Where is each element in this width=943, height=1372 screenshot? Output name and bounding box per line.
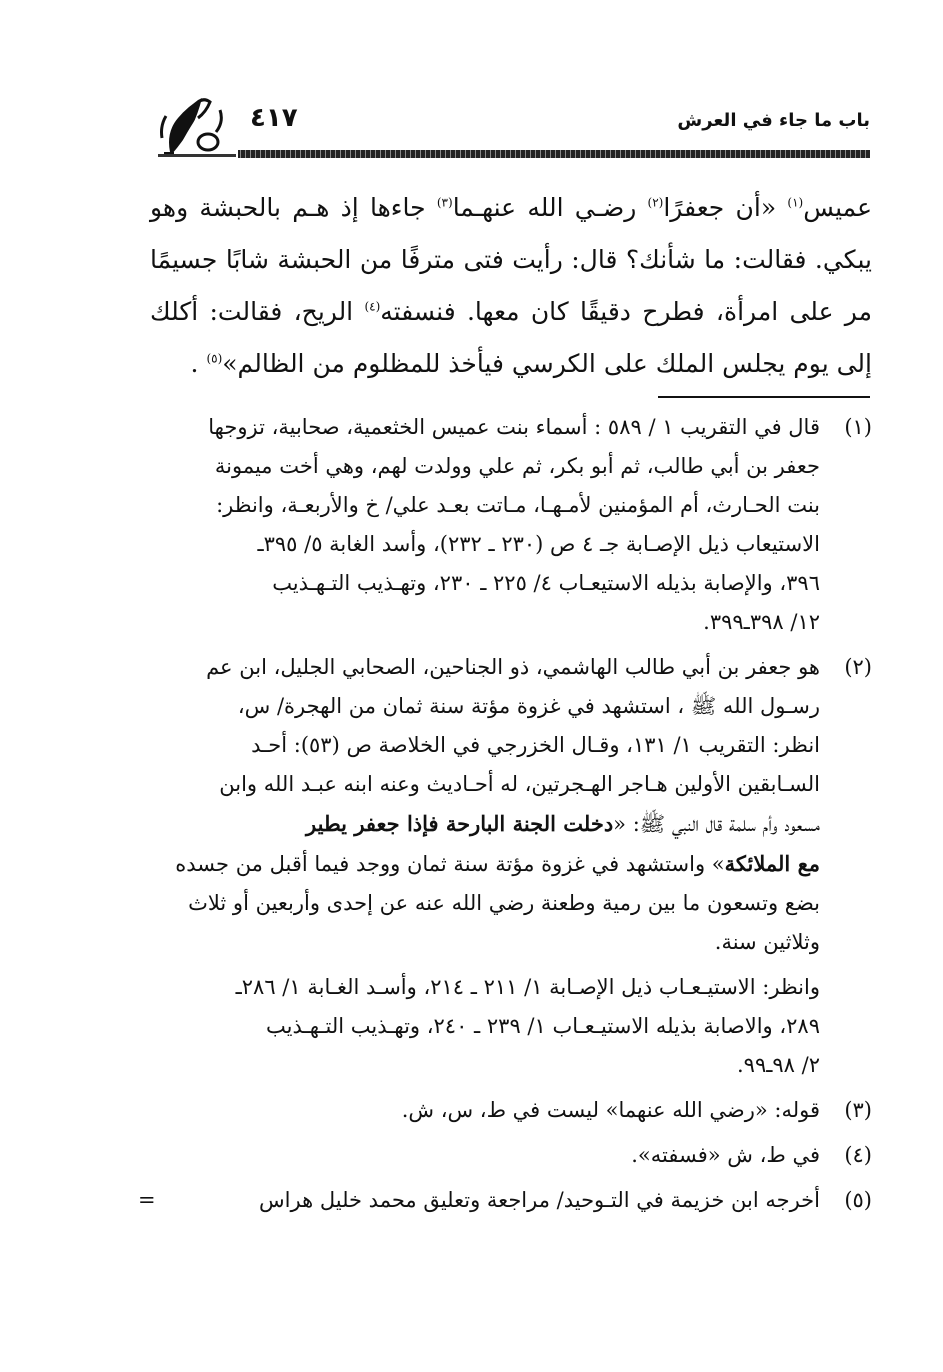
- footnote-ref: (٢): [647, 195, 664, 210]
- footnote-3: [140, 1091, 872, 1130]
- main-paragraph: [150, 182, 872, 390]
- page-header: [158, 88, 870, 168]
- footnote-line: [140, 844, 820, 884]
- footnote-number: (٢): [844, 655, 872, 679]
- footnote-line: ٣٩٦، والإصابة بذيله الاستيعـاب ٤/ ٢٢٥ ـ ٢٣٠، وتهـذيب التـهـذيب: [272, 571, 820, 595]
- footnote-line: وانظر: الاستيـعـاب ذيل الإصـابة ١/ ٢١١ ـ ٢١٤، وأسـد الغـابة ١/ ٢٨٦ـ: [235, 975, 820, 999]
- main-text: [150, 182, 872, 390]
- footnote-2: [140, 648, 872, 962]
- footnote-ref: (٤): [364, 299, 381, 314]
- header-rule-left: [158, 154, 236, 157]
- main-text-segment: رضـي الله عنهـما: [452, 193, 637, 222]
- footnote-number: (١): [844, 415, 872, 439]
- footnote-line: السـابقين الأولين هـاجر الهـجرتين، له أحـاديث وعنه ابنه عبـد الله وابن: [219, 772, 820, 796]
- continuation-mark: =: [138, 1188, 156, 1212]
- page-number: ٤١٧: [250, 103, 298, 133]
- footnote-line: جعفر بن أبي طالب، ثم أبو بكر، ثم علي وولدت لهم، وهي أخت ميمونة: [214, 454, 820, 478]
- footnote-number: (٣): [844, 1098, 872, 1122]
- header-rule: [238, 150, 870, 158]
- footnote-line: بنت الحـارث، أم المؤمنين لأمـهـا، مـاتت بعـد علي/ خ والأربعـة، وانظر:: [216, 493, 820, 517]
- main-text-segment: جاءها إذ هـم بالحبشة وهو يبكي. فقالت: ما شأنك؟ قال: رأيت فتى مترفًا من الحبشة شابًا جسيمًا مر على امرأة، فطرح دقيقًا كان معها. فنسفته: [150, 193, 872, 326]
- footnote-2-references: [140, 968, 872, 1085]
- footnote-line: ١٢/ ٣٩٨ـ٣٩٩.: [703, 610, 820, 634]
- footnote-line: ٢/ ٩٨ـ٩٩.: [736, 1053, 820, 1077]
- footnote-line: ٢٨٩، والاصابة بذيله الاستيـعـاب ١/ ٢٣٩ ـ ٢٤٠، وتهـذيب التـهـذيب: [266, 1014, 820, 1038]
- footnote-5: [140, 1181, 872, 1220]
- footnote-line-segment: مسعود وأم سلمة قال النبي ﷺ: «: [613, 812, 820, 836]
- footnote-number: (٤): [844, 1143, 872, 1167]
- footnote-line: وثلاثين سنة.: [714, 930, 820, 954]
- footnote-line-segment: » واستشهد في غزوة مؤتة سنة ثمان ووجد فيما أقبل من جسده: [175, 852, 725, 876]
- footnote-separator: [658, 396, 870, 398]
- main-text-segment: «أن جعفرًا: [663, 193, 777, 222]
- footnote-line: هو جعفر بن أبي طالب الهاشمي، ذو الجناحين، الصحابي الجليل، ابن عم: [206, 655, 820, 679]
- footnote-number: (٥): [844, 1188, 872, 1212]
- footnote-line: الاستيعاب ذيل الإصـابة جـ ٤ ص (٢٣٠ ـ ٢٣٢)، وأسد الغابة ٥/ ٣٩٥ـ: [257, 532, 820, 556]
- footnote-4: [140, 1136, 872, 1175]
- footnote-line: انظر: التقريب ١/ ١٣١، وقـال الخزرجي في الخلاصة ص (٥٣): أحـد: [251, 733, 820, 757]
- footnote-ref: (٣): [436, 195, 453, 210]
- hadith-quote-bold: مع الملائكة: [724, 851, 820, 876]
- footnote-ref: (١): [787, 195, 804, 210]
- footnote-line: قوله: «رضي الله عنهما» ليست في ط، س، ش.: [401, 1098, 820, 1122]
- footnote-line: بضع وتسعون ما بين رمية وطعنة رضي الله عنه عن إحدى وأربعين أو ثلاث: [188, 891, 820, 915]
- footnote-line: في ط، ش «فسفته».: [631, 1143, 820, 1167]
- footnote-ref: (٥): [206, 351, 223, 366]
- running-title: باب ما جاء في العرش: [677, 110, 870, 131]
- footnote-line: رسـول الله ﷺ ، استشهد في غزوة مؤتة سنة ثمان من الهجرة/ س،: [237, 694, 820, 718]
- footnote-line: [140, 804, 820, 844]
- main-text-segment: .: [190, 349, 199, 378]
- footnote-line: أخرجه ابن خزيمة في التـوحيد/ مراجعة وتعليق محمد خليل هراس: [259, 1188, 820, 1212]
- footnote-1: [140, 408, 872, 642]
- footnotes: [140, 408, 872, 1226]
- main-text-segment: الريح، فقالت: أكلك إلى يوم يجلس الملك على الكرسي فيأخذ للمظلوم من الظالم»: [150, 297, 872, 378]
- main-text-segment: عميس: [803, 193, 872, 222]
- hadith-quote-bold: دخلت الجنة البارحة فإذا جعفر يطير: [306, 811, 614, 836]
- footnote-line: قال في التقريب ١ / ٥٨٩ : أسماء بنت عميس الخثعمية، صحابية، تزوجها: [208, 415, 820, 439]
- quill-inkwell-icon: [158, 92, 228, 158]
